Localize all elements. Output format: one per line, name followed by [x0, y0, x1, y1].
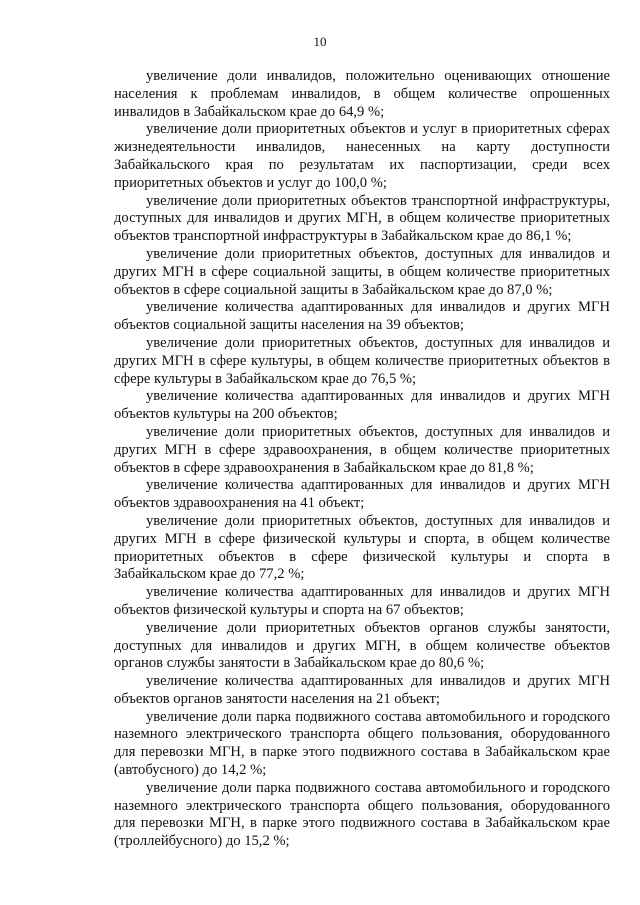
- paragraph: увеличение количества адаптированных для инвалидов и других МГН объектов физической культуры и спорта на 67 объектов;: [114, 584, 610, 618]
- paragraph: увеличение доли приоритетных объектов, доступных для инвалидов и других МГН в сфере культуры, в общем количестве приоритетных объектов в сфере культуры в Забайкальском крае до 76,5 %;: [114, 334, 610, 387]
- paragraph: увеличение доли приоритетных объектов транспортной инфраструктуры, доступных для инвалидов и других МГН, в общем количестве приоритетных объектов транспортной инфраструктуры в Забайкальском крае до 86,1 %;: [114, 192, 610, 245]
- document-body: [114, 68, 610, 851]
- paragraph: увеличение доли парка подвижного состава автомобильного и городского наземного электрического транспорта общего пользования, оборудованного для перевозки МГН, в парке этого подвижного состава в Забайкальском крае (автобусного) до 14,2 %;: [114, 708, 610, 779]
- paragraph: увеличение количества адаптированных для инвалидов и других МГН объектов социальной защиты населения на 39 объектов;: [114, 299, 610, 334]
- paragraph: увеличение доли приоритетных объектов органов службы занятости, доступных для инвалидов и других МГН, в общем количестве объектов органов службы занятости в Забайкальском крае до 80,6 %;: [114, 619, 610, 672]
- paragraph: увеличение количества адаптированных для инвалидов и других МГН объектов здравоохранения на 41 объект;: [114, 477, 610, 512]
- paragraph: увеличение доли парка подвижного состава автомобильного и городского наземного электрического транспорта общего пользования, оборудованного для перевозки МГН, в парке этого подвижного состава в Забайкальском крае (троллейбусного) до 15,2 %;: [114, 779, 610, 850]
- paragraph: увеличение количества адаптированных для инвалидов и других МГН объектов органов занятости населения на 21 объект;: [114, 673, 610, 707]
- paragraph: увеличение доли приоритетных объектов, доступных для инвалидов и других МГН в сфере физической культуры и спорта, в общем количестве приоритетных объектов в сфере физической культуры и спорта в Забайкальском крае до 77,2 %;: [114, 512, 610, 583]
- page-number: 10: [313, 34, 327, 49]
- paragraph: увеличение доли инвалидов, положительно оценивающих отношение населения к проблемам инвалидов, в общем количестве опрошенных инвалидов в Забайкальском крае до 64,9 %;: [114, 68, 610, 120]
- paragraph: увеличение доли приоритетных объектов, доступных для инвалидов и других МГН в сфере социальной защиты, в общем количестве приоритетных объектов в сфере социальной защиты в Забайкальском крае до 87,0 %;: [114, 245, 610, 298]
- paragraph: увеличение количества адаптированных для инвалидов и других МГН объектов культуры на 200 объектов;: [114, 388, 610, 423]
- paragraph: увеличение доли приоритетных объектов и услуг в приоритетных сферах жизнедеятельности инвалидов, нанесенных на карту доступности Забайкальского края по результатам их паспортизации, среди всех приоритетных объектов и услуг до 100,0 %;: [114, 121, 610, 191]
- paragraph: увеличение доли приоритетных объектов, доступных для инвалидов и других МГН в сфере здравоохранения, в общем количестве приоритетных объектов в сфере здравоохранения в Забайкальском крае до 81,8 %;: [114, 423, 610, 476]
